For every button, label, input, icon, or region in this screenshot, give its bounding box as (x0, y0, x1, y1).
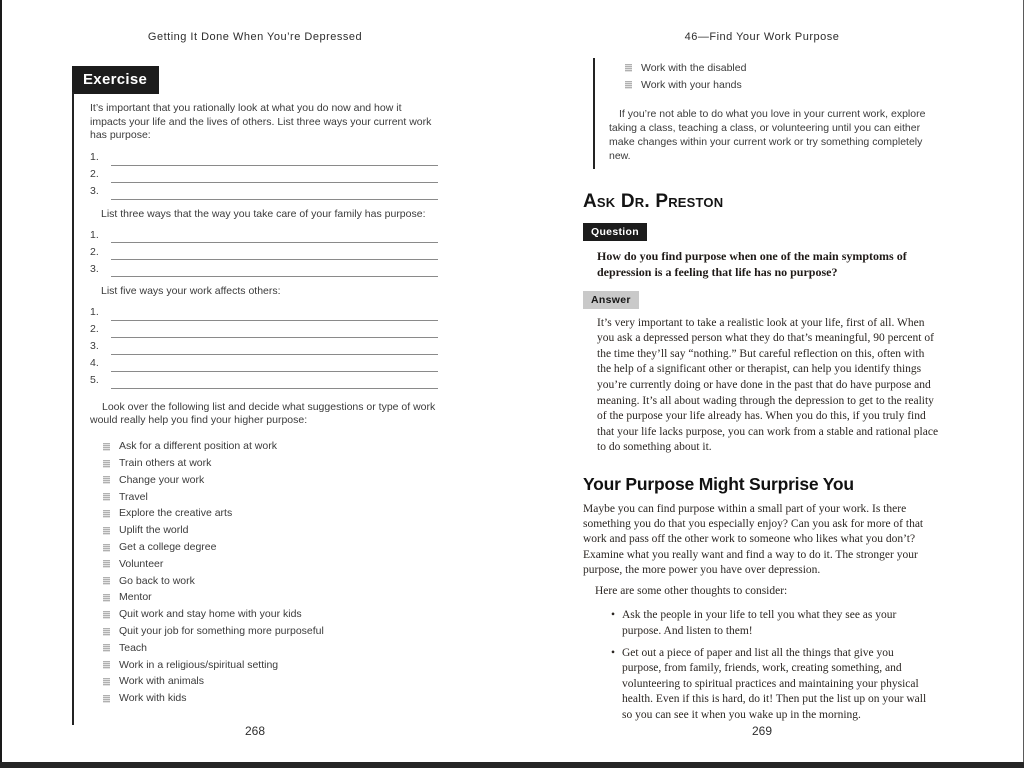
checkbox-icon (103, 628, 110, 636)
blank-writing-line (111, 170, 438, 183)
family-purpose-blanks (90, 226, 438, 277)
blank-writing-line (111, 264, 438, 277)
surprise-section-heading: Your Purpose Might Surprise You (583, 473, 854, 494)
checkbox-icon (103, 476, 110, 484)
checkbox-icon (103, 460, 110, 468)
surprise-body: Maybe you can find purpose within a small part of your work. Is there something you do that you especially enjoy? Can you ask for more of that work and pass off the other work to someone who likes what you don’t? Examine what you really want and find a way to do it. The stronger your purpose, the more power you have over depression. (583, 502, 924, 576)
checklist-item-label: Mentor (119, 591, 152, 604)
line-number: 2. (90, 323, 99, 335)
checkbox-icon (625, 81, 632, 89)
exercise-continued-section (593, 58, 941, 169)
line-number: 2. (90, 168, 99, 180)
checklist-item (90, 590, 438, 607)
blank-writing-line (111, 247, 438, 260)
checklist-item-label: Change your work (119, 473, 205, 486)
checklist-item (609, 60, 941, 77)
checkbox-icon (103, 493, 110, 501)
checklist-item-label: Work with the disabled (641, 62, 747, 75)
right-page (583, 0, 941, 738)
checklist-item (90, 674, 438, 691)
checkbox-icon (625, 64, 632, 72)
answer-text: It’s very important to take a realistic look at your life, first of all. When you ask a depressed person what they do that’s meaningful, 90 percent of the time they’ll say “nothing.” But careful reflection on this, often with the help of a significant other or therapist, can help you identify things you’re currently doing or have done in the past that do have purpose and meaning. It’s all about wading through the depression to get to the reality of the purpose your life already has. When you do this, if you truly find that your life lacks purpose, you can work from a stable and rational place to do something about it. (597, 316, 939, 454)
checklist-item-label: Work with kids (119, 692, 187, 705)
checkbox-icon (103, 594, 110, 602)
checkbox-icon (103, 527, 110, 535)
work-affects-blanks (90, 304, 438, 389)
exercise-intro: It’s important that you rationally look at what you do now and how it impacts your life and the lives of others. List three ways your current work has purpose: (90, 102, 432, 141)
checkbox-icon (103, 678, 110, 686)
checklist-item (90, 539, 438, 556)
checklist-item-label: Travel (119, 490, 148, 503)
work-suggestions-checklist (90, 439, 438, 708)
answer-label: Answer (583, 291, 639, 309)
blank-writing-line (111, 376, 438, 389)
left-running-head: Getting It Done When You’re Depressed (147, 31, 363, 43)
consider-intro: Here are some other thoughts to consider: (595, 584, 788, 597)
exercise-section (72, 92, 438, 725)
fill-in-line (90, 304, 438, 321)
checklist-item (90, 573, 438, 590)
bottom-black-bar (0, 762, 1024, 768)
checklist-item (90, 489, 438, 506)
checklist-item-label: Ask for a different position at work (119, 440, 277, 453)
fill-in-line (90, 243, 438, 260)
line-number: 3. (90, 262, 99, 275)
fill-in-line (90, 355, 438, 372)
checklist-item (90, 522, 438, 539)
work-suggestions-checklist-continued (609, 60, 941, 94)
checkbox-icon (103, 611, 110, 619)
checkbox-icon (103, 560, 110, 568)
checklist-item (609, 77, 941, 94)
bullet-item: • Get out a piece of paper and list all the things that give you purpose, from family, friends, work, creating something, and volunteering to spiritual practices and maintaining your physical health. Even if this is hard, do it! Then put the list up on your wall so you can see it when you wake up in the morning. (611, 646, 931, 723)
line-number: 1. (90, 151, 99, 163)
checkbox-icon (103, 577, 110, 585)
right-page-number: 269 (751, 724, 773, 738)
screen-left-edge (0, 0, 2, 768)
checklist-item-label: Go back to work (119, 574, 195, 587)
checklist-item (90, 657, 438, 674)
checklist-item-label: Quit work and stay home with your kids (119, 608, 302, 621)
checklist-item-label: Uplift the world (119, 524, 189, 537)
checklist-item (90, 640, 438, 657)
checklist-item-label: Quit your job for something more purposeful (119, 624, 324, 637)
bullet-item: • Ask the people in your life to tell you what they see as your purpose. And listen to them! (611, 608, 931, 639)
checklist-item (90, 606, 438, 623)
checklist-item-label: Work in a religious/spiritual setting (119, 658, 279, 671)
line-number: 1. (90, 306, 99, 318)
checklist-item (90, 623, 438, 640)
checklist-item-label: Get a college degree (119, 540, 217, 553)
checkbox-icon (103, 510, 110, 518)
checklist-item (90, 556, 438, 573)
right-running-head: 46—Find Your Work Purpose (684, 31, 840, 43)
fill-in-line (90, 260, 438, 277)
fill-in-line (90, 149, 438, 166)
checkbox-icon (103, 661, 110, 669)
checklist-item (90, 690, 438, 707)
question-label: Question (583, 223, 647, 241)
fill-in-line (90, 372, 438, 389)
checklist-item (90, 455, 438, 472)
fill-in-line (90, 226, 438, 243)
blank-writing-line (111, 308, 438, 321)
checkbox-icon (103, 544, 110, 552)
exercise-label: Exercise (72, 66, 159, 94)
checkbox-icon (103, 695, 110, 703)
blank-writing-line (111, 342, 438, 355)
checkbox-icon (103, 644, 110, 652)
work-purpose-blanks (90, 149, 438, 200)
blank-writing-line (111, 230, 438, 243)
blank-writing-line (111, 153, 438, 166)
thoughts-bullet-list (611, 608, 931, 723)
checklist-item (90, 439, 438, 456)
line-number: 3. (90, 340, 99, 352)
checkbox-icon (103, 443, 110, 451)
line-number: 5. (90, 374, 99, 386)
ask-dr-preston-heading: Ask Dr. Preston (583, 190, 724, 212)
checklist-item-label: Teach (119, 641, 148, 654)
blank-writing-line (111, 359, 438, 372)
line-number: 2. (90, 245, 99, 258)
fill-in-line (90, 321, 438, 338)
blank-writing-line (111, 325, 438, 338)
exercise-outro: If you’re not able to do what you love in your current work, explore taking a class, teaching a class, or volunteering until you can either make changes within your current work or try something completely new. (609, 107, 926, 162)
fill-in-line (90, 338, 438, 355)
fill-in-line (90, 183, 438, 200)
checklist-item-label: Volunteer (119, 557, 164, 570)
checklist-item-label: Work with animals (119, 675, 204, 688)
work-affects-prompt: List five ways your work affects others: (101, 285, 281, 297)
checklist-item-label: Work with your hands (641, 79, 742, 92)
family-purpose-prompt: List three ways that the way you take care of your family has purpose: (101, 207, 426, 220)
checklist-intro: Look over the following list and decide what suggestions or type of work would really help you find your higher purpose: (90, 400, 436, 426)
checklist-item (90, 472, 438, 489)
line-number: 3. (90, 185, 99, 197)
checklist-item-label: Explore the creative arts (119, 507, 233, 520)
fill-in-line (90, 166, 438, 183)
checklist-item-label: Train others at work (119, 456, 212, 469)
left-page-number: 268 (244, 724, 266, 738)
question-text: How do you find purpose when one of the main symptoms of depression is a feeling that life has no purpose? (597, 248, 907, 280)
line-number: 4. (90, 357, 99, 369)
line-number: 1. (90, 228, 99, 241)
blank-writing-line (111, 187, 438, 200)
checklist-item (90, 506, 438, 523)
